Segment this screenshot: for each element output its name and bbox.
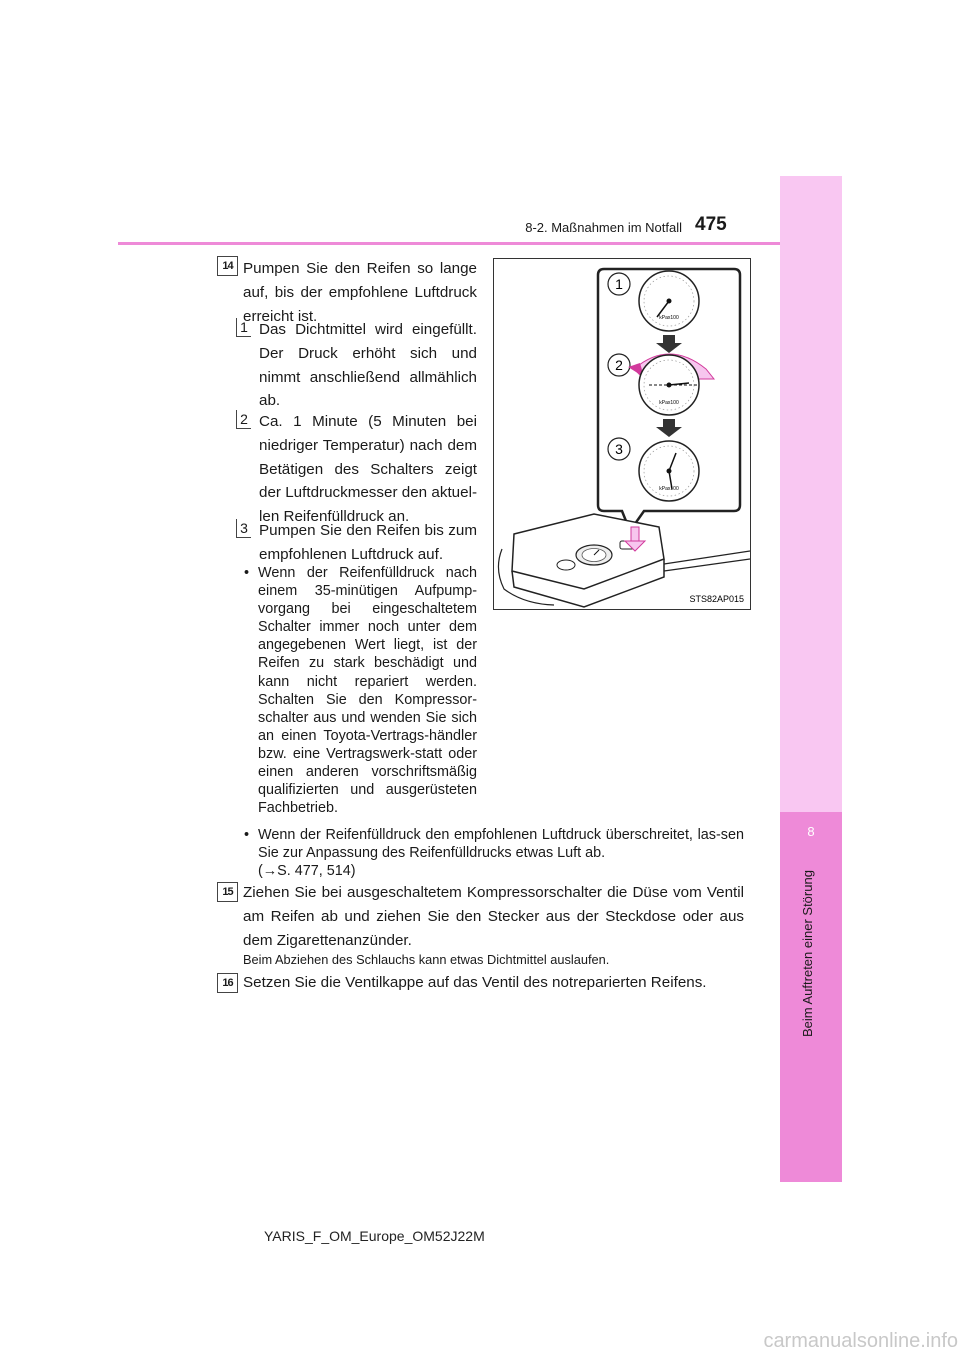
watermark: carmanualsonline.info: [763, 1330, 958, 1352]
callout-label-1: 1: [615, 276, 623, 292]
substep-3-text: Pumpen Sie den Reifen bis zum empfohlenen Luftdruck auf.: [259, 522, 477, 563]
callout-label-2: 2: [615, 357, 623, 373]
chapter-number: 8: [807, 824, 815, 839]
step-16-text: Setzen Sie die Ventilkappe auf das Ventil des notreparierten Reifens.: [243, 974, 707, 991]
step-number-15: 15: [217, 882, 238, 902]
gauge-1-unit: kPax100: [659, 315, 679, 321]
gauge-diagram: [494, 259, 750, 609]
bullet-reference: [258, 862, 458, 880]
bullet-overinflated: • Wenn der Reifenfülldruck den empfohlenen Luftdruck überschreitet, las-sen Sie zur Anpassung des Reifenfülldrucks etwas Luft ab.: [258, 826, 744, 862]
gauge-1: [639, 271, 699, 331]
footer-doc-id: YARIS_F_OM_Europe_OM52J22M: [264, 1228, 485, 1244]
figure-code: STS82AP015: [689, 594, 744, 604]
gauge-3-unit: kPax100: [659, 486, 679, 492]
substep-number-3: 3: [236, 519, 251, 538]
compressor-gauge-illustration: [493, 258, 751, 610]
page-number: 475: [695, 214, 727, 235]
substep-2-text: Ca. 1 Minute (5 Minuten bei niedriger Temperatur) nach dem Betätigen des Schalters zeigt der Luftdruckmesser den aktuel-len Reifenfülldruck an.: [259, 413, 477, 526]
header-section-title: 8-2. Maßnahmen im Notfall: [525, 220, 682, 235]
callout-label-3: 3: [615, 441, 623, 457]
substep-number-2: 2: [236, 410, 251, 429]
header-rule: [118, 242, 780, 245]
callout-1: [608, 273, 630, 295]
step-number-16: 16: [217, 973, 238, 993]
step-14-text: Pumpen Sie den Reifen so lange auf, bis der empfohlene Luftdruck erreicht ist.: [243, 260, 477, 325]
step-number-14: 14: [217, 256, 238, 276]
substep-1-text: Das Dichtmittel wird eingefüllt. Der Druck erhöht sich und nimmt anschließend allmählich ab.: [259, 321, 477, 410]
page-reference: (→S. 477, 514): [258, 863, 356, 879]
substep-number-1: 1: [236, 318, 251, 337]
bullet-underinflated: • Wenn der Reifenfülldruck nach einem 35-minütigen Aufpump-vorgang bei eingeschaltetem Schalter immer noch unter dem angegebenen Wert liegt, ist der Reifen zu stark beschädigt und kann nicht repariert werden. Schalten Sie den Kompressor-schalter aus und wenden Sie sich an einen Toyota-Vertrags-händler bzw. eine Vertragswerk-statt oder einen anderen vorschriftsmäßig qualifizierten und ausgerüsteten Fachbetrieb.: [258, 564, 477, 817]
step-15-note: Beim Abziehen des Schlauchs kann etwas Dichtmittel auslaufen.: [243, 952, 610, 967]
step-15-text: Ziehen Sie bei ausgeschaltetem Kompressorschalter die Düse vom Ventil am Reifen ab und ziehen Sie den Stecker aus der Steckdose oder aus dem Zigarettenanzünder.: [243, 884, 744, 949]
gauge-2-unit: kPax100: [659, 400, 679, 406]
gauge-3: [639, 441, 699, 501]
chapter-title: Beim Auftreten einer Störung: [800, 870, 815, 1037]
callout-3: [608, 438, 630, 460]
callout-2: [608, 354, 630, 376]
